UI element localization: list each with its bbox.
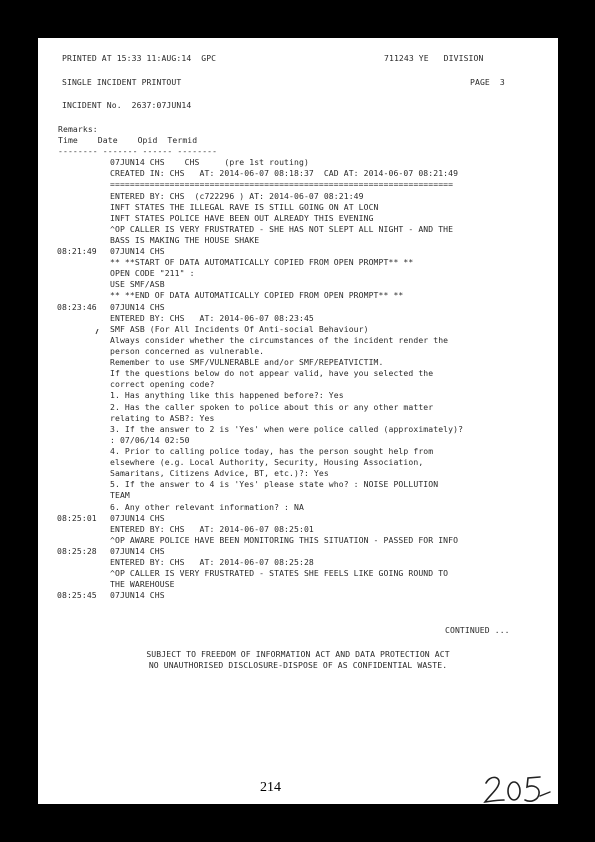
log-line: 07JUN14 CHS [110,246,165,256]
log-line: Always consider whether the circumstances of the incident render the [110,335,449,345]
log-line: 3. If the answer to 2 is 'Yes' when were police called (approximately)? [110,424,464,434]
incident-number: INCIDENT No. 2637:07JUN14 [62,100,192,110]
page-label: PAGE 3 [470,77,505,87]
log-line: INFT STATES POLICE HAVE BEEN OUT ALREADY THIS EVENING [110,213,374,223]
log-time: 08:21:49 [57,246,97,256]
handwritten-folio-number [482,772,552,804]
log-line: elsewhere (e.g. Local Authority, Security, Housing Association, [110,457,424,467]
column-dashes: -------- ------- ------ -------- [58,146,218,156]
log-line: 07JUN14 CHS [110,590,165,600]
log-line: 07JUN14 CHS [110,302,165,312]
column-headings: Time Date Opid Termid [58,135,198,145]
page-number: 214 [260,780,281,795]
log-line: : 07/06/14 02:50 [110,435,190,445]
log-line: ENTERED BY: CHS AT: 2014-06-07 08:23:45 [110,313,314,323]
log-line: correct opening code? [110,379,215,389]
tick-mark-icon [95,329,99,335]
log-line: 5. If the answer to 4 is 'Yes' please state who? : NOISE POLLUTION [110,479,439,489]
footer-foi-notice: SUBJECT TO FREEDOM OF INFORMATION ACT AND DATA PROTECTION ACT [146,649,450,659]
log-line: ^OP CALLER IS VERY FRUSTRATED - SHE HAS NOT SLEPT ALL NIGHT - AND THE [110,224,454,234]
log-line: ^OP AWARE POLICE HAVE BEEN MONITORING THIS SITUATION - PASSED FOR INFO [110,535,459,545]
printed-at: PRINTED AT 15:33 11:AUG:14 GPC [62,53,217,63]
printout-title: SINGLE INCIDENT PRINTOUT [62,77,182,87]
log-time: 08:23:46 [57,302,97,312]
remarks-label: Remarks: [58,124,98,134]
log-line: TEAM [110,490,130,500]
log-line: BASS IS MAKING THE HOUSE SHAKE [110,235,260,245]
continued-label: CONTINUED ... [445,625,510,635]
log-line: OPEN CODE "211" : [110,268,195,278]
log-line: 07JUN14 CHS CHS (pre 1st routing) [110,157,309,167]
log-time: 08:25:28 [57,546,97,556]
log-line: ENTERED BY: CHS AT: 2014-06-07 08:25:01 [110,524,314,534]
log-line: ^OP CALLER IS VERY FRUSTRATED - STATES SHE FEELS LIKE GOING ROUND TO [110,568,449,578]
log-time: 08:25:45 [57,590,97,600]
division-code: 711243 YE DIVISION [384,53,484,63]
log-line: 07JUN14 CHS [110,513,165,523]
log-line: ENTERED BY: CHS AT: 2014-06-07 08:25:28 [110,557,314,567]
log-line: USE SMF/ASB [110,279,165,289]
footer-disclosure-notice: NO UNAUTHORISED DISCLOSURE-DISPOSE OF AS CONFIDENTIAL WASTE. [148,660,448,670]
log-line: 6. Any other relevant information? : NA [110,502,304,512]
log-line: ** **START OF DATA AUTOMATICALLY COPIED FROM OPEN PROMPT** ** [110,257,414,267]
log-line: Samaritans, Citizens Advice, BT, etc.)?: Yes [110,468,329,478]
log-line: 2. Has the caller spoken to police about this or any other matter [110,402,434,412]
log-line: THE WAREHOUSE [110,579,175,589]
log-line: ** **END OF DATA AUTOMATICALLY COPIED FROM OPEN PROMPT** ** [110,290,404,300]
log-line: CREATED IN: CHS AT: 2014-06-07 08:18:37 CAD AT: 2014-06-07 08:21:49 [110,168,459,178]
log-line: person concerned as vulnerable. [110,346,265,356]
log-line: relating to ASB?: Yes [110,413,215,423]
log-time: 08:25:01 [57,513,97,523]
log-line: SMF ASB (For All Incidents Of Anti-social Behaviour) [110,324,369,334]
log-separator: ===================================================================== [110,179,454,189]
log-line: Remember to use SMF/VULNERABLE and/or SMF/REPEATVICTIM. [110,357,384,367]
log-line: INFT STATES THE ILLEGAL RAVE IS STILL GOING ON AT LOCN [110,202,379,212]
log-line: 4. Prior to calling police today, has the person sought help from [110,446,434,456]
document-page [38,38,558,804]
log-line: ENTERED BY: CHS (c722296 ) AT: 2014-06-07 08:21:49 [110,191,364,201]
log-line: 1. Has anything like this happened before?: Yes [110,390,344,400]
log-line: If the questions below do not appear valid, have you selected the [110,368,434,378]
log-line: 07JUN14 CHS [110,546,165,556]
